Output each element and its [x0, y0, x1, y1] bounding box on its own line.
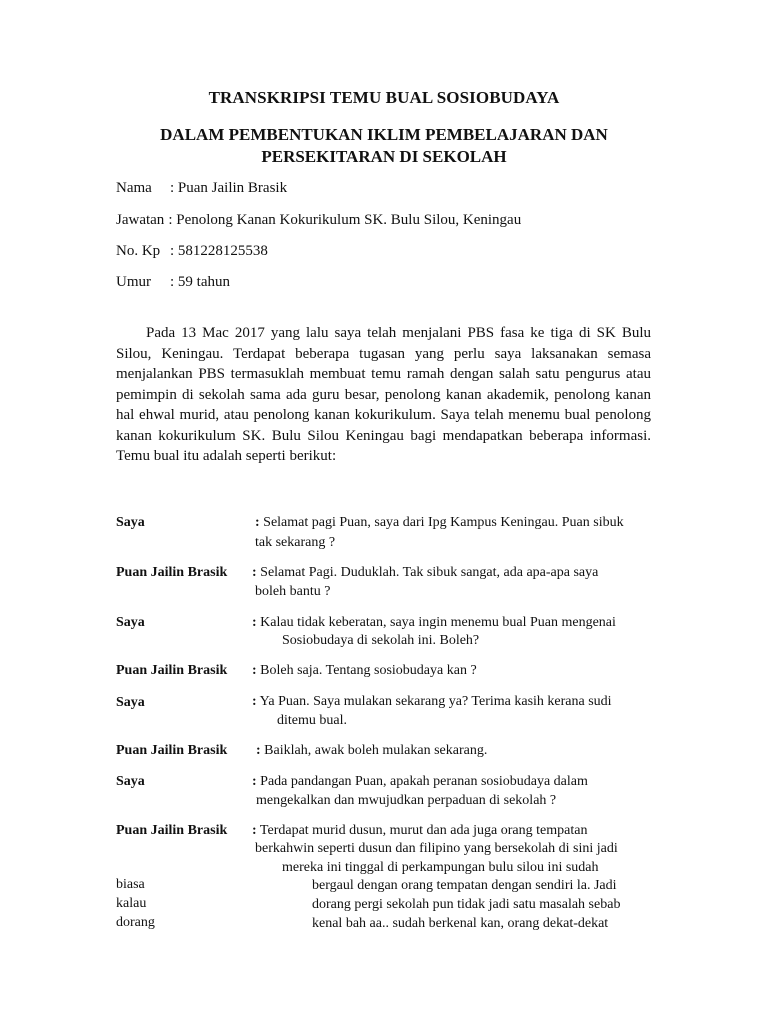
speaker-1: Puan Jailin Brasik	[116, 565, 228, 580]
reply-6-line-2: mengekalkan dan mwujudkan perpaduan di sekolah ?	[256, 793, 557, 808]
trailing-line-2: kenal bah aa.. sudah berkenal kan, orang dekat-dekat	[312, 916, 609, 931]
reply-0-line-1	[255, 513, 624, 532]
reply-3-line-1	[252, 661, 477, 680]
reply-7-line-3: mereka ini tinggal di perkampungan bulu silou ini sudah	[282, 860, 599, 875]
speaker-2: Saya	[116, 615, 145, 630]
document-title: TRANSKRIPSI TEMU BUAL SOSIOBUDAYA	[208, 88, 560, 107]
umur-value: : 59 tahun	[170, 274, 230, 290]
reply-4-text: Ya Puan. Saya mulakan sekarang ya? Terima kasih kerana sudi	[256, 694, 612, 709]
margin-word-0: biasa	[116, 877, 145, 892]
reply-7-line-1	[252, 821, 587, 840]
nama-label: Nama	[116, 180, 152, 196]
reply-1-colon: :	[252, 565, 257, 580]
reply-0-text: Selamat pagi Puan, saya dari Ipg Kampus Keningau. Puan sibuk	[259, 515, 624, 530]
info-nama	[116, 180, 287, 197]
info-umur	[116, 274, 230, 291]
reply-3-colon: :	[252, 663, 257, 678]
reply-4-line-2: ditemu bual.	[277, 713, 347, 728]
nokp-value: : 581228125538	[170, 243, 268, 259]
reply-4-colon: :	[252, 694, 257, 709]
trailing-line-0: bergaul dengan orang tempatan dengan sendiri la. Jadi	[312, 878, 617, 893]
subtitle-line-1: DALAM PEMBENTUKAN IKLIM PEMBELAJARAN DAN	[160, 125, 608, 144]
speaker-3: Puan Jailin Brasik	[116, 663, 228, 678]
reply-3-text: Boleh saja. Tentang sosiobudaya kan ?	[256, 663, 477, 678]
reply-6-colon: :	[252, 774, 257, 789]
reply-5-text: Baiklah, awak boleh mulakan sekarang.	[260, 743, 488, 758]
reply-0-colon: :	[255, 515, 260, 530]
speaker-7: Puan Jailin Brasik	[116, 823, 228, 838]
reply-7-line-2: berkahwin seperti dusun dan filipino yang bersekolah di sini jadi	[255, 841, 618, 856]
jawatan-label: Jawatan	[116, 212, 165, 228]
jawatan-value: : Penolong Kanan Kokurikulum SK. Bulu Silou, Keningau	[168, 212, 522, 228]
reply-5-colon: :	[256, 743, 261, 758]
speaker-0: Saya	[116, 515, 145, 530]
intro-paragraph: Pada 13 Mac 2017 yang lalu saya telah menjalani PBS fasa ke tiga di SK Bulu Silou, Keningau. Terdapat beberapa tugasan yang perlu saya laksanakan semasa menjalankan PBS termasuklah membuat temu ramah dengan salah satu pengurus atau pemimpin di sekolah sama ada guru besar, penolong kanan akademik, penolong kanan hal ehwal murid, atau penolong kanan kokurikulum. Saya telah menemu bual penolong kanan kokurikulum SK. Bulu Silou Keningau bagi mendapatkan beberapa informasi. Temu bual itu adalah seperti berikut:	[116, 325, 651, 464]
reply-0-line-2: tak sekarang ?	[255, 535, 336, 550]
subtitle-line-2: PERSEKITARAN DI SEKOLAH	[261, 147, 507, 166]
reply-6-line-1	[252, 772, 588, 791]
reply-2-colon: :	[252, 615, 257, 630]
nokp-label: No. Kp	[116, 243, 161, 259]
speaker-5: Puan Jailin Brasik	[116, 743, 228, 758]
reply-2-line-1	[252, 613, 616, 632]
umur-label: Umur	[116, 274, 151, 290]
document-subtitle	[120, 124, 648, 168]
speaker-6: Saya	[116, 774, 145, 789]
speaker-4: Saya	[116, 695, 145, 710]
reply-7-colon: :	[252, 823, 257, 838]
reply-5-line-1	[256, 741, 487, 760]
margin-word-2: dorang	[116, 915, 155, 930]
reply-1-text: Selamat Pagi. Duduklah. Tak sibuk sangat, ada apa-apa saya	[256, 565, 599, 580]
reply-4-line-1	[252, 692, 612, 711]
info-jawatan	[116, 212, 521, 229]
nama-value: : Puan Jailin Brasik	[170, 180, 288, 196]
trailing-line-1: dorang pergi sekolah pun tidak jadi satu masalah sebab	[312, 897, 621, 912]
reply-2-text: Kalau tidak keberatan, saya ingin menemu bual Puan mengenai	[256, 615, 616, 630]
reply-1-line-2: boleh bantu ?	[255, 584, 331, 599]
margin-word-1: kalau	[116, 896, 147, 911]
reply-7-text: Terdapat murid dusun, murut dan ada juga orang tempatan	[256, 823, 588, 838]
reply-6-text: Pada pandangan Puan, apakah peranan sosiobudaya dalam	[256, 774, 588, 789]
info-nokp	[116, 243, 268, 260]
reply-2-line-2: Sosiobudaya di sekolah ini. Boleh?	[282, 633, 480, 648]
reply-1-line-1	[252, 563, 598, 582]
